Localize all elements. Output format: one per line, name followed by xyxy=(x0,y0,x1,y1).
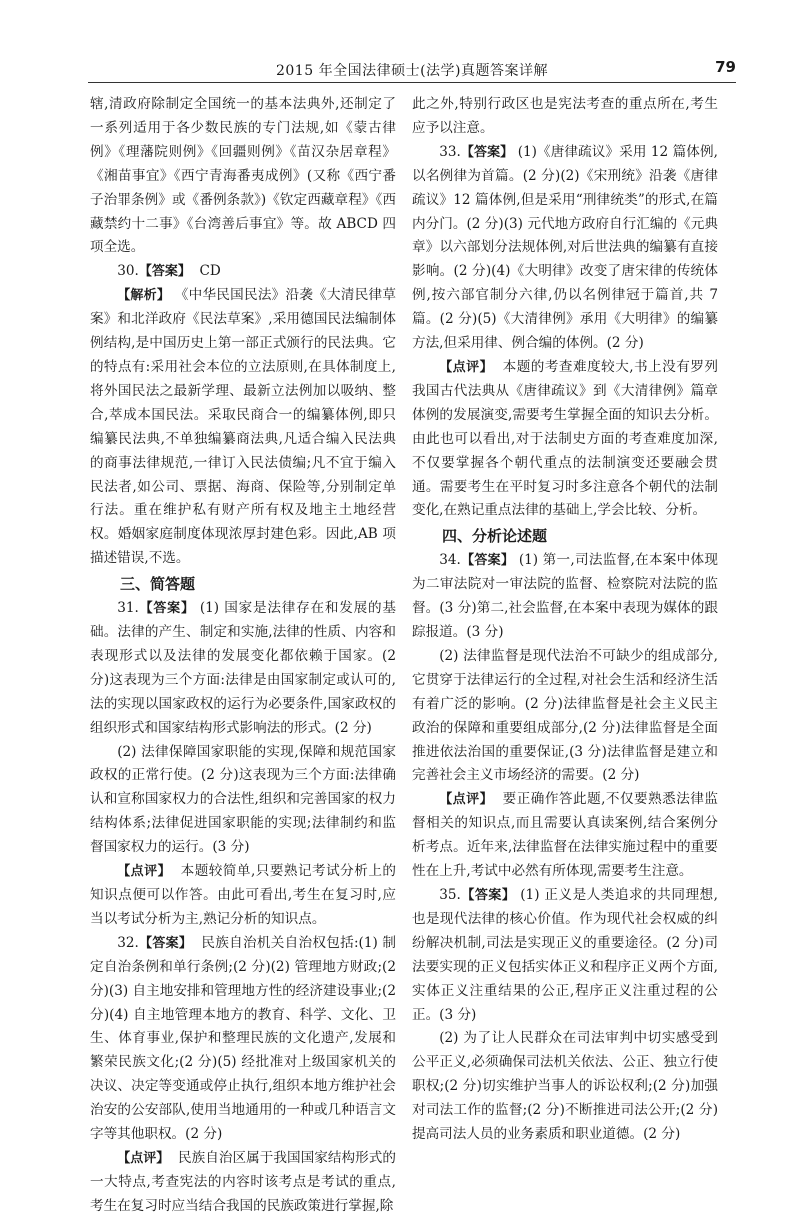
answer-text: (1) 国家是法律存在和发展的基础。法律的产生、制定和实施,法律的性质、内容和表现形式以及法律的发展变化都依赖于国家。(2 分)这表现为三个方面:法律是由国家制定或认可的,法的实现以国家政权的运行为必要条件,国家政权的组织形式和国家结构形式影响法的形式。(2 分) xyxy=(90,600,396,736)
page-number: 79 xyxy=(715,58,736,76)
question-number: 31. xyxy=(117,600,139,617)
comment-tag: 【点评】 xyxy=(439,359,494,375)
q30-answer xyxy=(90,260,396,284)
answer-text: (1) 第一,司法监督,在本案中体现为二审法院对一审法院的监督、检察院对法院的监督。(3 分)第二,社会监督,在本案中表现为媒体的跟踪报道。(3 分) xyxy=(412,552,719,641)
header-title: 2015 年全国法律硕士(法学)真题答案详解 xyxy=(275,63,548,79)
q31-answer-part2: (2) 法律保障国家职能的实现,保障和规范国家政权的正常行使。(2 分)这表现为三个方面:法律确认和宣称国家权力的合法性,组织和完善国家的权力结构体系;法律促进国家职能的实现;法律制约和监督国家权力的运行。(3 分) xyxy=(90,743,396,856)
q33-comment xyxy=(412,356,718,523)
section-heading-analysis: 四、分析论述题 xyxy=(442,527,548,546)
answer-tag: 【答案】 xyxy=(138,601,195,617)
section-heading-short-answer: 三、简答题 xyxy=(120,575,196,594)
right-column xyxy=(412,93,718,1147)
question-number: 33. xyxy=(439,143,461,160)
comment-text: 本题的考查难度较大,书上没有罗列我国古代法典从《唐律疏议》到《大清律例》篇章体例的发展演变,需要考生掌握全面的知识去分析。由此也可以看出,对于法制史方面的考查难度加深,不仅要掌握各个朝代重点的法制演变还要融会贯通。需要考生在平时复习时多注意各个朝代的法制变化,在熟记重点法律的基础上,学会比较、分析。 xyxy=(412,358,718,519)
running-header xyxy=(88,56,736,83)
analysis-tag: 【解析】 xyxy=(117,288,171,304)
answer-tag: 【答案】 xyxy=(138,935,193,951)
answer-tag: 【答案】 xyxy=(138,264,191,280)
comment-tag: 【点评】 xyxy=(117,864,172,880)
comment-tag: 【点评】 xyxy=(117,1150,170,1166)
answer-tag: 【答案】 xyxy=(460,144,514,160)
q33-answer xyxy=(412,141,718,356)
q31-answer-part1 xyxy=(90,597,396,740)
comment-text: 要正确作答此题,不仅要熟悉法律监督相关的知识点,而且需要认真读案例,结合案例分析考点。近年来,法律监督在法律实施过程中的重要性在上升,考试中必然有所体现,需要考生注意。 xyxy=(412,791,718,880)
paragraph-q32-continued: 此之外,特别行政区也是宪法考查的重点所在,考生应予以注意。 xyxy=(412,96,718,136)
q32-comment xyxy=(90,1147,396,1219)
q35-answer-part1 xyxy=(412,884,718,1027)
question-number: 32. xyxy=(117,934,139,951)
answer-tag: 【答案】 xyxy=(460,553,515,569)
q31-comment xyxy=(90,860,396,932)
comment-tag: 【点评】 xyxy=(439,792,494,808)
q35-answer-part2: (2) 为了让人民群众在司法审判中切实感受到公平正义,必须确保司法机关依法、公正、独立行使职权;(2 分)切实维护当事人的诉讼权利;(2 分)加强对司法工作的监督;(2 分)不断推进司法公开;(2 分)提高司法人员的业务素质和职业道德。(2 分) xyxy=(412,1030,718,1143)
paragraph-q29-continued: 辖,清政府除制定全国统一的基本法典外,还制定了一系列适用于各少数民族的专门法规,如《蒙古律例》《理藩院则例》《回疆则例》《苗汉杂居章程》《湘苗事宜》《西宁青海番夷成例》(又称《西宁番子治罪条例》或《番例条款》)《钦定西藏章程》《西藏禁约十二事》《台湾善后事宜》等。故 ABCD 四项全选。 xyxy=(90,96,396,256)
question-number: 30. xyxy=(117,263,139,280)
q34-answer-part2: (2) 法律监督是现代法治不可缺少的组成部分,它贯穿于法律运行的全过程,对社会生活和经济生活有着广泛的影响。(2 分)法律监督是社会主义民主政治的保障和重要组成部分,(2 分)法律监督是全面推进依法治国的重要保证,(3 分)法律监督是建立和完善社会主义市场经济的需要。(2 分) xyxy=(412,647,718,784)
q32-answer xyxy=(90,932,396,1147)
answer-text: (1)《唐律疏议》采用 12 篇体例,以名例律为首篇。(2 分)(2)《宋刑统》沿袭《唐律疏议》12 篇体例,但是采用“刑律统类”的形式,在篇内分门。(2 分)(3) 元代地方政府自行汇编的《元典章》以六部划分法规体例,对后世法典的编纂有直接影响。(2 分)(4)《大明律》改变了唐宋律的传统体例,按六部官制分六律,仍以名例律冠于篇首,共 7 篇。(2 分)(5)《大清律例》承用《大明律》的编纂方法,但采用律、例合编的体例。(2 分) xyxy=(412,143,718,352)
analysis-text: 《中华民国民法》沿袭《大清民律草案》和北洋政府《民法草案》,采用德国民法编制体例结构,是中国历史上第一部正式颁行的民法典。它的特点有:采用社会本位的立法原则,在具体制度上,将外国民法之最新学理、最新立法例加以吸纳、整合,萃成本国民法。采取民商合一的编纂体例,即只编纂民法典,不单独编纂商法典,凡适合编入民法典的商事法律规范,一律订入民法债编;凡不宜于编入民法者,如公司、票据、海商、保险等,分别制定单行法。重在维护私有财产所有权及地主土地经营权。婚姻家庭制度体现浓厚封建色彩。因此,AB 项描述错误,不选。 xyxy=(90,287,396,567)
answer-text: (1) 正义是人类追求的共同理想,也是现代法律的核心价值。作为现代社会权威的纠纷解决机制,司法是实现正义的重要途径。(2 分)司法要实现的正义包括实体正义和程序正义两个方面,实体正义注重结果的公正,程序正义注重过程的公正。(3 分) xyxy=(412,887,718,1023)
q34-comment xyxy=(412,788,718,884)
question-number: 35. xyxy=(439,887,461,903)
q30-analysis xyxy=(90,284,396,571)
answer-text: CD xyxy=(199,263,221,280)
left-column xyxy=(90,93,396,1219)
question-number: 34. xyxy=(439,552,461,569)
answer-tag: 【答案】 xyxy=(460,888,516,903)
q34-answer-part1 xyxy=(412,549,718,645)
comment-text: 民族自治区属于我国国家结构形式的一大特点,考查宪法的内容时该考点是考试的重点,考生在复习时应当结合我国的民族政策进行掌握,除 xyxy=(90,1149,396,1214)
comment-text: 本题较简单,只要熟记考试分析上的知识点便可以作答。由此可看出,考生在复习时,应当以考试分析为主,熟记分析的知识点。 xyxy=(90,863,396,927)
answer-text: 民族自治机关自治权包括:(1) 制定自治条例和单行条例;(2 分)(2) 管理地方财政;(2 分)(3) 自主地安排和管理地方性的经济建设事业;(2 分)(4) 自主地管理本地方的教育、科学、文化、卫生、体育事业,保护和整理民族的文化遗产,发展和繁荣民族文化;(2 分)(5) 经批准对上级国家机关的决议、决定等变通或停止执行,组织本地方维护社会治安的公安部队,使用当地通用的一种或几种语言文字等其他职权。(2 分) xyxy=(90,934,396,1143)
